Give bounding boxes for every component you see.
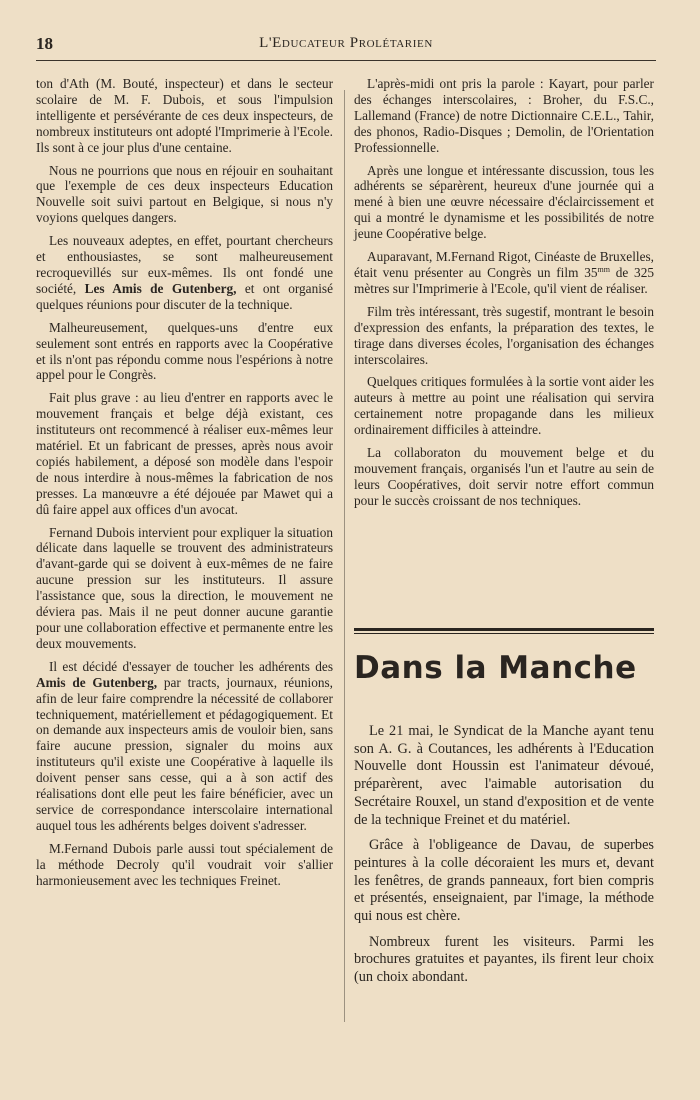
paragraph: La collaboraton du mouvement belge et du mouvement français, organisés l'un et l'autre au sein de leurs Coopératives, doit servir notre effort commun pour le succès croissant de nos techniques.	[354, 445, 654, 508]
brand-name: Amis de Gutenberg,	[36, 674, 158, 690]
paragraph: Nombreux furent les visiteurs. Parmi les brochures gratuites et payantes, ils firent leur choix (un choix abondant.	[354, 933, 654, 986]
paragraph: Malheureusement, quelques-uns d'entre eux seulement sont entrés en rapports avec la Coopérative et ils n'ont pas répondu comme nous l'espérions à notre appel pour le Congrès.	[36, 319, 333, 383]
paragraph-text: Auparavant, M.Fernand Rigot, Cinéaste de Bruxelles, était venu présenter au Congrès un film 35	[354, 249, 654, 280]
paragraph	[36, 233, 333, 313]
unit-superscript: mm	[597, 264, 610, 274]
paragraph	[354, 249, 654, 297]
paragraph	[36, 659, 333, 834]
paragraph: Grâce à l'obligeance de Davau, de superbes peintures à la colle décoraient les murs et, devant les fenêtres, de grands panneaux, fort bien compris et présentés, enseignaient, par l'image, la méthode qui nous est chère.	[354, 837, 654, 925]
page-number: 18	[36, 34, 53, 53]
paragraph: Nous ne pourrions que nous en réjouir en souhaitant que l'exemple de ces deux inspecteurs Education Nouvelle soit suivi partout en Belgique, si nous n'y voyions quelques dangers.	[36, 162, 333, 226]
section-rule	[354, 628, 654, 634]
manche-article	[354, 723, 654, 995]
paragraph: Fernand Dubois intervient pour expliquer la situation délicate dans laquelle se trouvent des administrateurs d'avant-garde qui se doivent à eux-mêmes de ne faire aucune pression sur les instituteurs. Il assure l'assistance que, sous la direction, le mouvement ne déviera pas. Mais il ne peut donner aucune garantie pour une collaboration effective et permanente entre les deux mouvements.	[36, 524, 333, 651]
paragraph: Fait plus grave : au lieu d'entrer en rapports avec le mouvement français et belge déjà existant, ces instituteurs ont recommencé à réaliser eux-mêmes leur matériel. Et un fabricant de presses, après nous avoir copiés habilement, a déposé son modèle dans l'espoir de nous interdire à nous-mêmes la fabrication de nos presses. La manœuvre a été déjouée par Mawet qui a dû faire appel aux offices d'un avocat.	[36, 390, 333, 517]
paragraph: L'après-midi ont pris la parole : Kayart, pour parler des échanges interscolaires, : Broher, du F.S.C., Lallemand (France) de notre Dictionnaire C.E.L., Tahir, des phonos, Radio-Disques ; Demolin, de l'Orientation Professionnelle.	[354, 76, 654, 155]
paragraph: Le 21 mai, le Syndicat de la Manche ayant tenu son A. G. à Coutances, les adhérents à l'Education Nouvelle dont Houssin est l'animateur dévoué, préparèrent, avec l'aimable autorisation du Secrétaire Rouxel, un stand d'exposition et de vente de la technique Freinet et du matériel.	[354, 723, 654, 828]
column-divider	[344, 90, 345, 1022]
brand-name: Les Amis de Gutenberg,	[84, 280, 237, 296]
paragraph: Après une longue et intéressante discussion, tous les adhérents se séparèrent, heureux d'une journée qui a mené à bien une œuvre nécessaire d'éclaircissement et qui a montré le dynamisme et les possibilités de notre jeune Coopérative belge.	[354, 162, 654, 242]
paragraph: M.Fernand Dubois parle aussi tout spécialement de la méthode Decroly qu'il voudrait voir s'allier harmonieusement avec les techniques Freinet.	[36, 840, 333, 888]
section-title: Dans la Manche	[354, 650, 637, 686]
paragraph: Film très intéressant, très sugestif, montrant le besoin d'expression des enfants, la préparation des textes, le tirage dans diverses écoles, l'organisation des échanges interscolaires.	[354, 303, 654, 367]
rule-thick	[354, 628, 654, 631]
rule-thin	[354, 633, 654, 634]
paragraph-text: et ont organisé quelques réunions pour discuter de la technique.	[36, 280, 334, 312]
running-title: L'Educateur Prolétarien	[259, 35, 433, 51]
paragraph-text: de 325 mètres sur l'Imprimerie à l'Ecole, qu'il vient de réaliser.	[354, 264, 655, 296]
right-column	[354, 76, 654, 516]
paragraph-text: par tracts, journaux, réunions, afin de leur faire comprendre la nécessité de collaborer techniquement, matériellement et pédagogiquement. Et on demande aux inspecteurs amis de vouloir bien, sans faire aucune pression, signaler du moins aux instituteurs qu'il existe une Coopérative à laquelle ils doivent penser sans cesse, qui a à son actif des réalisations dont elle peut les faire bénéficier, avec un service de correspondance interscolaire international auquel tous les adhérents belges doivent s'adresser.	[36, 674, 333, 833]
page-header	[36, 34, 656, 61]
paragraph-text: Il est décidé d'essayer de toucher les adhérents des	[49, 658, 333, 674]
paragraph: ton d'Ath (M. Bouté, inspecteur) et dans le secteur scolaire de M. F. Dubois, et sous l'impulsion intelligente et persévérante de ces deux inspecteurs, de nombreux instituteurs ont adopté l'Imprimerie à l'Ecole. Ils sont à ce jour plus d'une centaine.	[36, 76, 333, 155]
left-column	[36, 76, 333, 896]
paragraph-text: Les nouveaux adeptes, en effet, pourtant chercheurs et enthousiastes, se sont malheureusement recroquevillés sur eux-mêmes. Ils ont fondé une société,	[36, 233, 333, 296]
paragraph: Quelques critiques formulées à la sortie vont aider les auteurs à mettre au point une réalisation qui servira certainement notre propagande dans les milieux ordinairement difficiles à atteindre.	[354, 374, 654, 438]
